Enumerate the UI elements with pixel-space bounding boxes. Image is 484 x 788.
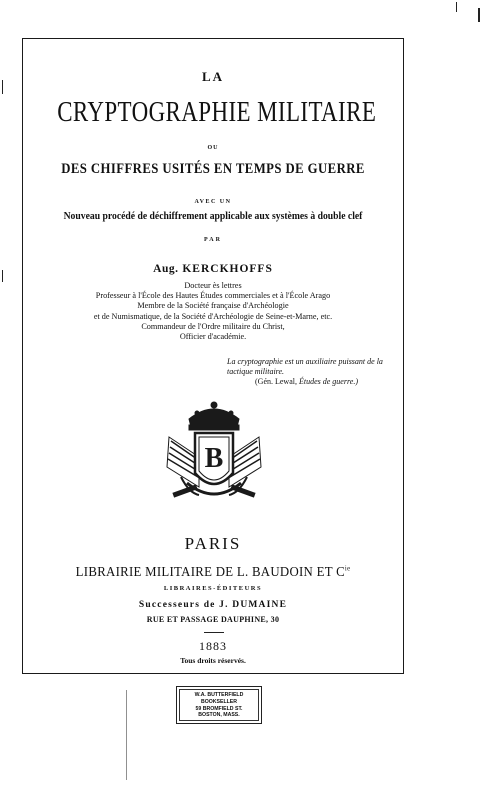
author-credential: et de Numismatique, de la Société d'Archéologie de Seine-et-Marne, etc.	[93, 312, 333, 321]
author-credential: Docteur ès lettres	[184, 281, 242, 290]
emblem-letter: B	[204, 443, 224, 474]
author-prefix: Aug.	[153, 263, 179, 275]
stamp-line: 59 BROMFIELD ST.	[195, 705, 243, 712]
author-credential: Membre de la Société française d'Archéologie	[137, 301, 289, 310]
title-article: LA	[201, 69, 225, 84]
author-credential: Professeur à l'École des Hautes Études commerciales et à l'École Arago	[95, 291, 331, 300]
scan-margin-mark	[478, 8, 480, 22]
publication-year: 1883	[199, 639, 227, 653]
scan-margin-mark	[456, 2, 457, 12]
publisher-role: LIBRAIRES-ÉDITEURS	[163, 585, 263, 592]
book-subtitle: DES CHIFFRES USITÉS EN TEMPS DE GUERRE	[61, 161, 365, 177]
stamp-line: W.A. BUTTERFIELD	[194, 692, 244, 698]
publisher-name	[33, 564, 394, 580]
scan-margin-mark	[2, 80, 3, 94]
bookseller-stamp	[176, 686, 262, 724]
scan-margin-mark	[2, 270, 3, 282]
epigraph-attribution	[255, 377, 358, 386]
bookseller-stamp-inner	[179, 689, 259, 721]
stamp-line: BOSTON, MASS.	[198, 712, 240, 719]
title-conjunction: OU	[207, 145, 219, 151]
publisher-address: RUE ET PASSAGE DAUPHINE, 30	[146, 615, 280, 624]
publisher-name-sup: ie	[344, 564, 351, 573]
rights-notice: Tous droits réservés.	[180, 656, 246, 665]
author-name: KERCKHOFFS	[182, 263, 273, 275]
avec-un-label: AVEC UN	[194, 199, 232, 205]
book-title: CRYPTOGRAPHIE MILITAIRE	[57, 97, 377, 128]
publisher-emblem	[159, 397, 269, 509]
par-label: PAR	[204, 237, 222, 243]
epigraph-work: Études de guerre.)	[298, 377, 359, 386]
divider-rule	[204, 632, 224, 633]
publication-city: PARIS	[184, 534, 242, 553]
author-credential: Officier d'académie.	[179, 332, 247, 341]
scan-margin-mark	[126, 690, 127, 780]
publisher-successors: Successeurs de J. DUMAINE	[138, 600, 288, 610]
method-description: Nouveau procédé de déchiffrement applicable aux systèmes à double clef	[63, 211, 363, 222]
author	[23, 263, 403, 275]
title-page-frame	[22, 38, 404, 674]
author-credential: Commandeur de l'Ordre militaire du Christ,	[141, 322, 285, 331]
publisher-name-text: LIBRAIRIE MILITAIRE DE L. BAUDOIN ET C	[75, 564, 345, 579]
epigraph: La cryptographie est un auxiliaire puissant de la tactique militaire.	[227, 357, 383, 376]
epigraph-author: (Gén. Lewal,	[255, 377, 297, 386]
stamp-line: BOOKSELLER	[200, 698, 238, 705]
